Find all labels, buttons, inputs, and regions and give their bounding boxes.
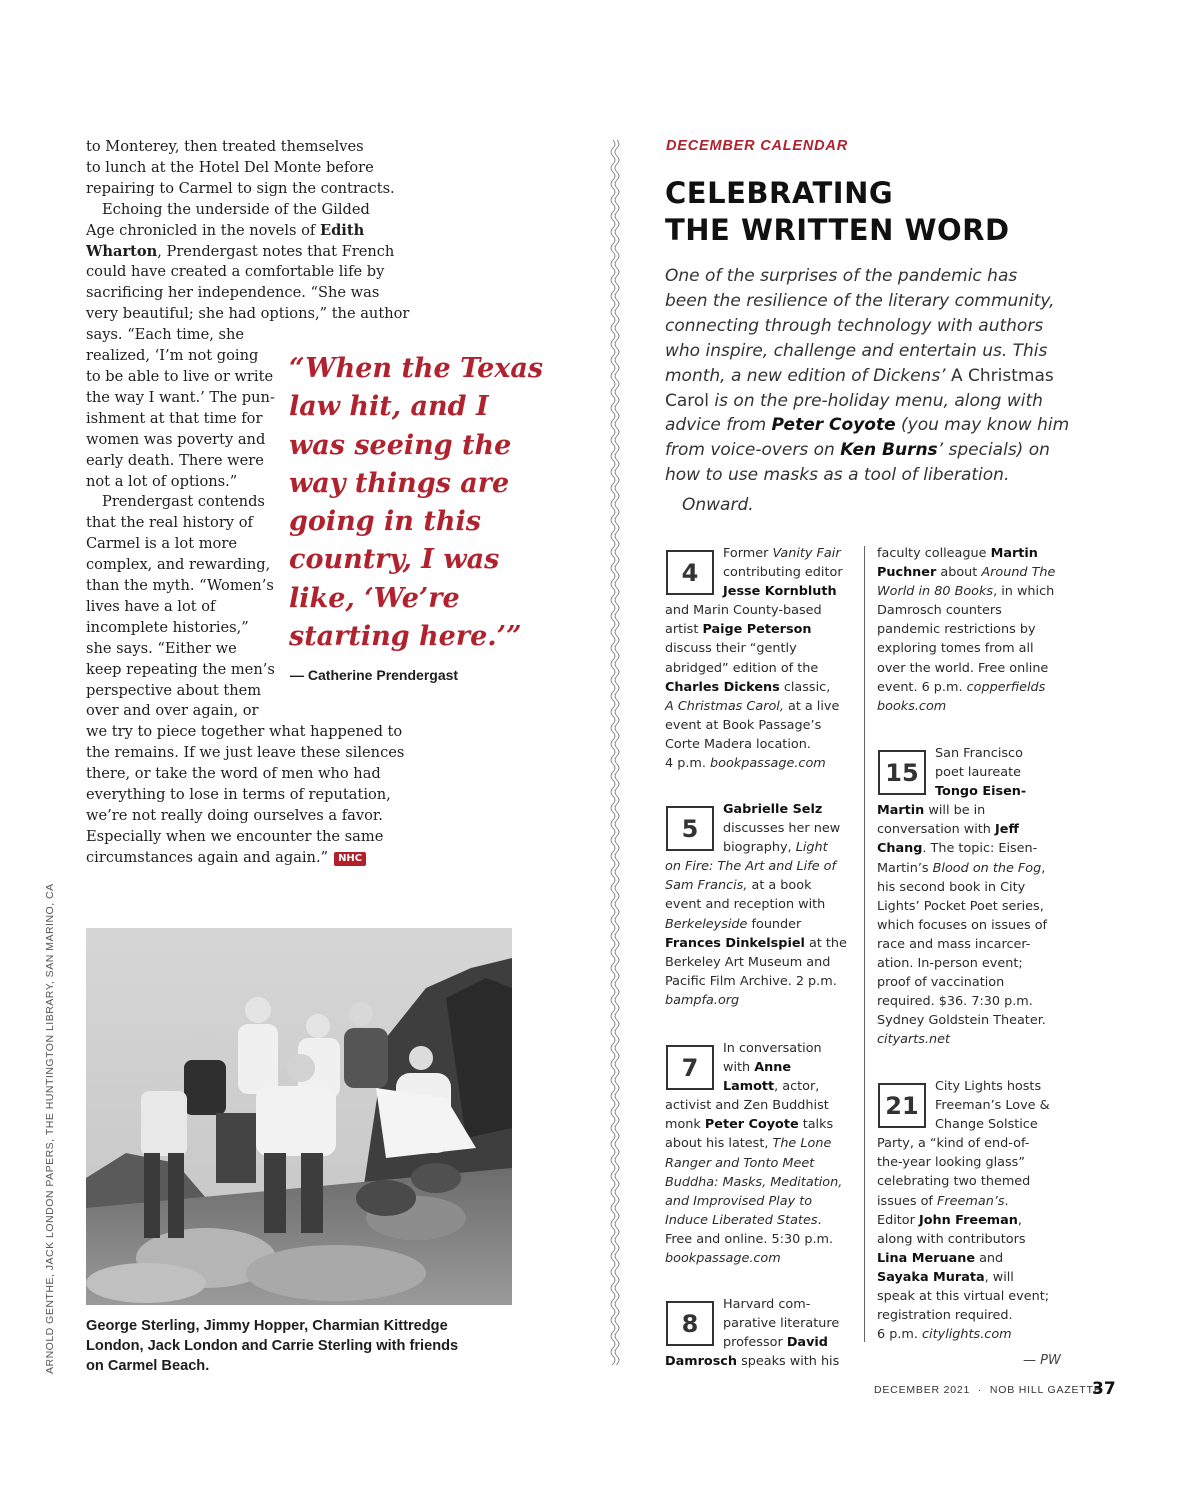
section-kicker: DECEMBER CALENDAR xyxy=(666,138,848,154)
event-link[interactable]: bookpassage.com xyxy=(665,1251,781,1267)
date-box-4: 4 xyxy=(666,550,714,595)
historic-group-photo xyxy=(86,928,512,1305)
event-link[interactable]: citylights.com xyxy=(922,1327,1012,1343)
body-line: ishment at that time for xyxy=(86,409,263,427)
caption-line: on Carmel Beach. xyxy=(86,1358,210,1374)
intro-line: One of the surprises of the pandemic has xyxy=(665,266,1018,286)
intro-line: who inspire, challenge and entertain us. This xyxy=(665,340,1048,361)
nhc-end-badge: NHC xyxy=(334,852,366,866)
body-line: Carmel is a lot more xyxy=(86,535,237,553)
body-line: Wharton, Prendergast notes that French xyxy=(86,242,395,260)
headline-line: CELEBRATING xyxy=(665,176,894,210)
event-link[interactable]: bampfa.org xyxy=(665,992,740,1008)
pull-quote-line: way things are xyxy=(289,467,510,499)
event-link[interactable]: cityarts.net xyxy=(877,1032,951,1048)
body-line: Prendergast contends xyxy=(102,493,265,511)
event-21: City Lights hosts Freeman’s Love & Change Solstice Party, a “kind of end-of- the-year looking glass” celebrating two themed issues of Freeman’s. Editor John Freeman, along with contributors Lina Meruane and Sayaka Murata, will speak at this virtual event; registration required. 6 p.m. citylights.com xyxy=(877,1079,1050,1343)
page-number: 37 xyxy=(1092,1379,1116,1399)
body-line: she says. “Either we xyxy=(86,639,237,657)
body-line: to Monterey, then treated themselves xyxy=(86,138,364,155)
photo-caption xyxy=(86,1316,458,1376)
wavy-divider-line xyxy=(610,140,620,1365)
date-box-21: 21 xyxy=(878,1083,926,1128)
body-line: keep repeating the men’s xyxy=(86,660,275,678)
body-line: the remains. If we just leave these silences xyxy=(86,744,405,762)
caption-line: George Sterling, Jimmy Hopper, Charmian Kittredge xyxy=(86,1318,448,1334)
event-7: In conversation with Anne Lamott, actor, activist and Zen Buddhist monk Peter Coyote talks about his latest, The Lone Ranger and Tonto Meet Buddha: Masks, Meditation, and Improvised Play to Induce Liberated States. Free and online. 5:30 p.m. bookpassage.com xyxy=(665,1041,843,1267)
date-box-8: 8 xyxy=(666,1301,714,1346)
intro-line: been the resilience of the literary community, xyxy=(665,290,1055,311)
body-line: could have created a comfortable life by xyxy=(86,263,385,281)
intro-line: advice from Peter Coyote (you may know him xyxy=(665,415,1070,436)
body-line: realized, ‘I’m not going xyxy=(86,347,259,365)
event-8-continued: faculty colleague Martin Puchner about Around The World in 80 Books, in which Damrosch counters pandemic restrictions by exploring tomes from all over the world. Free online event. 6 p.m. copperfields books.com xyxy=(877,546,1056,714)
calendar-column-divider xyxy=(864,546,865,1342)
body-line: complex, and rewarding, xyxy=(86,556,271,574)
wavy-stroke xyxy=(611,140,615,1365)
event-15: San Francisco poet laureate Tongo Eisen- Martin will be in conversation with Jeff Chang. The topic: Eisen- Martin’s Blood on the Fog, his second book in City Lights’ Pocket Poet series, which focuses on issues of race and mass incarcer- ation. In-person event; proof of vaccination required. $36. 7:30 p.m. Sydney Goldstein Theater. cityarts.net xyxy=(877,746,1048,1048)
body-line: we try to piece together what happened to xyxy=(86,723,403,741)
footer-publication: NOB HILL GAZETTE xyxy=(989,1384,1102,1396)
event-8: Harvard com- parative literature professor David Damrosch speaks with his xyxy=(665,1297,840,1370)
body-line: that the real history of xyxy=(86,514,253,532)
date-box-7: 7 xyxy=(666,1045,714,1090)
footer-issue: DECEMBER 2021 xyxy=(874,1384,971,1396)
body-line: early death. There were xyxy=(86,451,264,469)
intro-line: how to use masks as a tool of liberation. xyxy=(665,465,1010,486)
body-line: lives have a lot of xyxy=(86,597,216,615)
page-title xyxy=(665,175,1010,249)
pull-quote-line: was seeing the xyxy=(289,429,512,461)
pull-quote-line: “When the Texas xyxy=(289,353,544,384)
body-line: Age chronicled in the novels of Edith xyxy=(86,221,365,239)
event-link[interactable]: bookpassage.com xyxy=(710,756,826,772)
body-line: the way I want.’ The pun- xyxy=(86,388,275,406)
body-line: perspective about them xyxy=(86,681,262,699)
photo-illustration xyxy=(86,928,512,1305)
body-line: there, or take the word of men who had xyxy=(86,765,381,783)
page-footer xyxy=(874,1384,1102,1396)
calendar-intro xyxy=(665,264,1069,518)
pull-quote-line: law hit, and I xyxy=(289,391,489,423)
body-line: everything to lose in terms of reputation, xyxy=(86,786,391,804)
body-line: Echoing the underside of the Gilded xyxy=(102,200,370,218)
body-line: incomplete histories,” xyxy=(86,618,249,636)
photo-credit: ARNOLD GENTHE, JACK LONDON PAPERS, THE HUNTINGTON LIBRARY, SAN MARINO, CA xyxy=(44,883,56,1374)
wavy-stroke xyxy=(615,140,619,1365)
event-link[interactable]: books.com xyxy=(877,698,947,714)
body-line: Especially when we encounter the same xyxy=(86,827,384,845)
intro-line: from voice-overs on Ken Burns’ specials) on xyxy=(665,440,1050,461)
pull-quote-line: starting here.’” xyxy=(289,621,522,653)
caption-line: London, Jack London and Carrie Sterling with friends xyxy=(86,1338,459,1354)
headline-line: THE WRITTEN WORD xyxy=(665,213,1010,247)
body-line: repairing to Carmel to sign the contracts. xyxy=(86,179,395,197)
body-line: to lunch at the Hotel Del Monte before xyxy=(86,158,374,176)
footer-separator: · xyxy=(977,1384,983,1396)
date-box-5: 5 xyxy=(666,806,714,851)
body-line: over and over again, or xyxy=(86,702,259,720)
intro-line: month, a new edition of Dickens’ A Christmas xyxy=(665,365,1054,386)
intro-onward: Onward. xyxy=(682,495,754,516)
body-line: very beautiful; she had options,” the author xyxy=(86,305,410,323)
pull-quote-line: going in this xyxy=(289,506,481,538)
author-signoff: — PW xyxy=(1023,1353,1061,1368)
pull-quote-attribution: — Catherine Prendergast xyxy=(290,667,459,683)
body-line: than the myth. “Women’s xyxy=(86,577,274,595)
column-divider xyxy=(610,140,620,1365)
person-name: Edith xyxy=(319,221,365,239)
person-name: Wharton xyxy=(86,242,158,260)
body-line: to be able to live or write xyxy=(86,367,274,385)
event-5: Gabrielle Selz discusses her new biography, Light on Fire: The Art and Life of Sam Francis, at a book event and reception with Berkeleyside founder Frances Dinkelspiel at the Berkeley Art Museum and Pacific Film Archive. 2 p.m. bampfa.org xyxy=(665,802,847,1008)
pull-quote xyxy=(289,350,543,656)
body-line: we’re not really doing ourselves a favor. xyxy=(86,807,383,824)
body-line: says. “Each time, she xyxy=(86,326,245,344)
event-4: Former Vanity Fair contributing editor Jesse Kornbluth and Marin County-based artist Paige Peterson discuss their “gently abridged” edition of the Charles Dickens classic, A Christmas Carol, at a live event at Book Passage’s Corte Madera location. 4 p.m. bookpassage.com xyxy=(665,546,843,772)
pull-quote-line: country, I was xyxy=(289,544,500,576)
event-link[interactable]: copperfields xyxy=(966,679,1046,695)
body-line: women was poverty and xyxy=(86,430,266,448)
intro-line: connecting through technology with authors xyxy=(665,315,1044,336)
date-box-15: 15 xyxy=(878,750,926,795)
intro-line: Carol is on the pre-holiday menu, along with xyxy=(665,390,1043,411)
body-line: sacrificing her independence. “She was xyxy=(86,284,380,302)
body-line: not a lot of options.” xyxy=(86,472,238,490)
body-line: circumstances again and again.” NHC xyxy=(86,848,409,869)
pull-quote-line: like, ‘We’re xyxy=(289,582,460,614)
